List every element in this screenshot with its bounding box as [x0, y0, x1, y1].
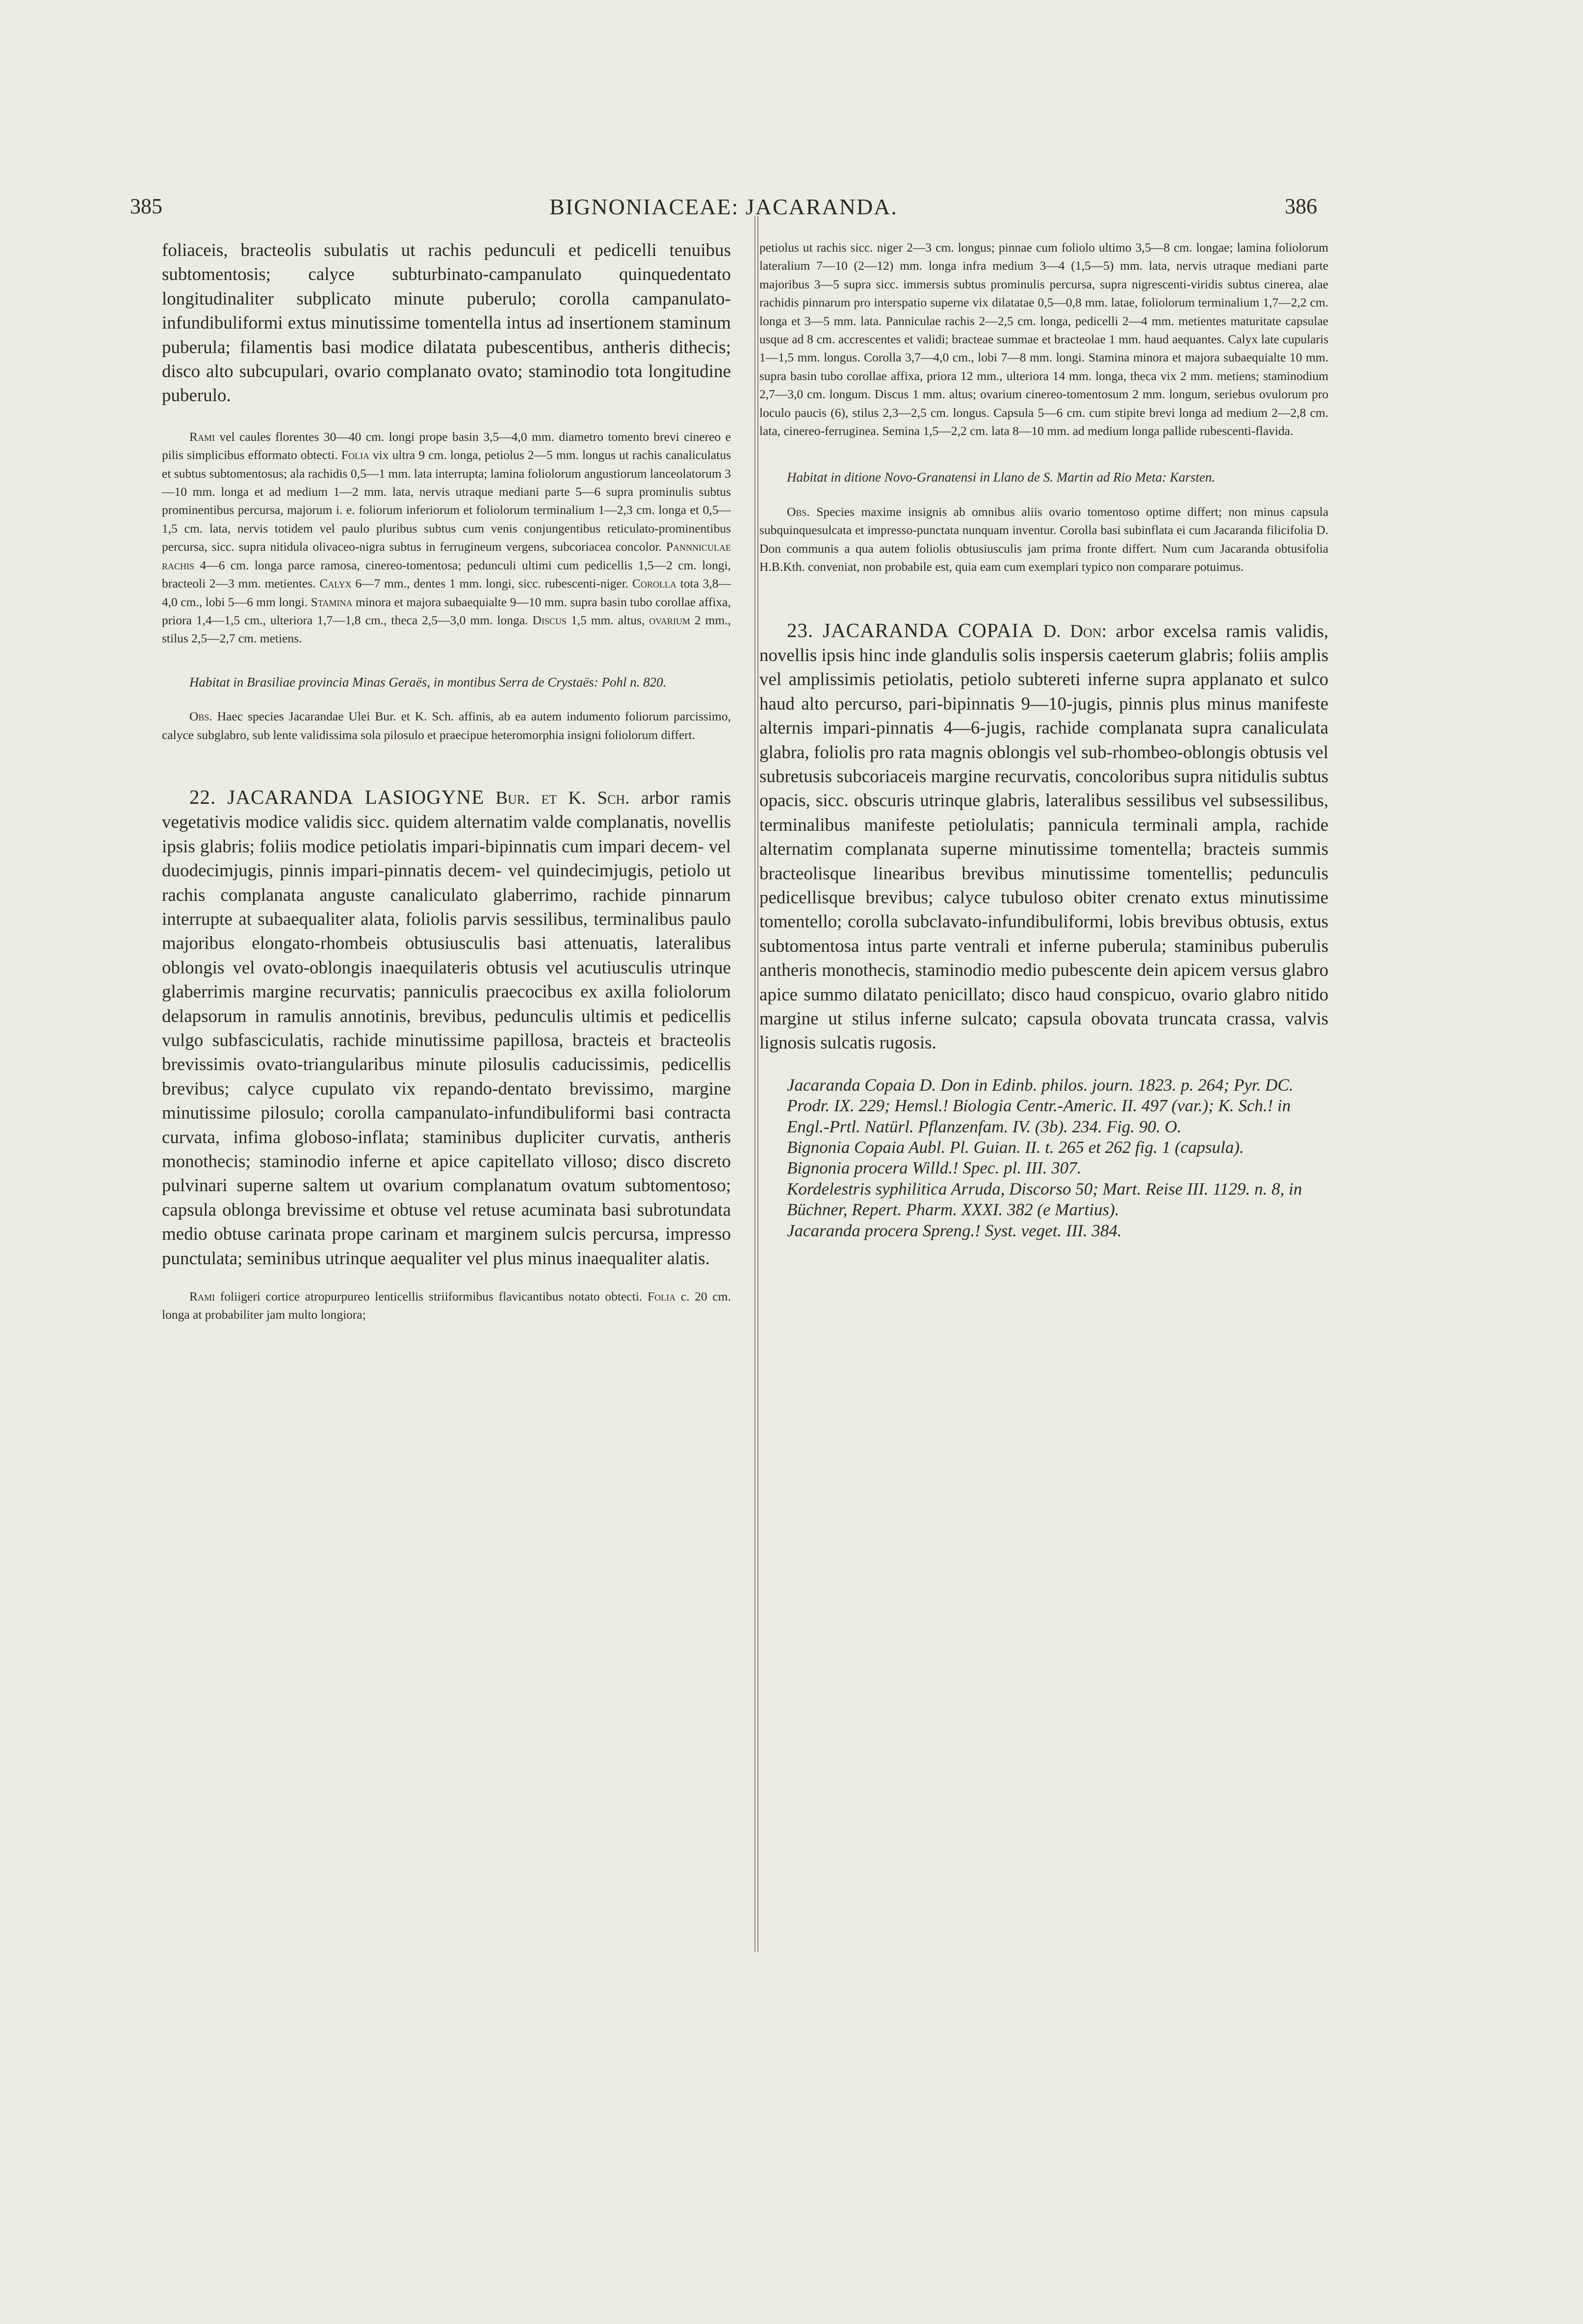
species-23-text: arbor excelsa ramis validis, novellis ipsis hinc inde glandulis solis inspersis caeterum glabris; foliis amplis vel amplissimis petiolatis, petiolo subtereti inferne supra applanato et sulco haud alto percurso, pari-bipinnatis 9—10-jugis, pinnis plus minus manifeste alternis impari-pinnatis 4—6-jugis, rachide complanata supra canaliculata glabra, foliolis pro rata magnis oblongis vel sub-rhombeo-oblongis obtusis vel subretusis subcoriaceis margine recurvatis, concoloribus supra nitidulis subtus opacis, sicc. obscuris utrinque glabris, lateralibus sessilibus vel subsessilibus, terminalibus manifeste petiolulatis; pannicula terminali ampla, rachide alternatim complanata superne minutissime tomentella; bracteis summis bracteolisque linearibus brevibus minutissime tomentellis; pedunculis pedicellisque brevibus; calyce tubuloso obiter crenato extus minutissime tomentello; corolla subclavato-infundibuliformi, lobis brevibus obtusis, extus subtomentosa intus parte ventrali et inferne puberula; staminibus puberulis antheris monothecis, staminodio medio pubescente dein apicem versus glabro apice summo dilatato penicillato; disco haud conspicuo, ovario glabro nitido margine ut stilus inferne sulcato; capsula obovata truncata crassa, valvis lignosis sulcatis rugosis.: [759, 621, 1329, 1053]
reference-item: Bignonia Copaia Aubl. Pl. Guian. II. t. 265 et 262 fig. 1 (capsula).: [787, 1138, 1244, 1157]
text-rami: vel caules florentes 30—40 cm. longi prope basin 3,5—4,0 mm. diametro tomento brevi cinereo e pilis simplicibus efformato obtecti.: [162, 429, 731, 462]
left-column: [162, 238, 731, 1324]
reference-item: Bignonia procera Willd.! Spec. pl. III. 307.: [787, 1158, 1082, 1178]
text-corolla: tota 3,8—4,0 cm., lobi 5—6 mm longi.: [162, 576, 731, 609]
obs-label: Obs.: [189, 709, 212, 724]
label-ovarium: ovarium: [649, 613, 690, 627]
text-stamina: minora et majora subaequialte 9—10 mm. supra basin tubo corollae affixa, priora 1,4—1,5 cm., ulteriora 1,7—1,8 cm., theca 2,5—3,0 mm. longa.: [162, 594, 731, 627]
page-number-left: 385: [130, 194, 162, 218]
text-calyx: 6—7 mm., dentes 1 mm. longi, sicc. rubescenti-niger.: [355, 576, 629, 591]
reference-item: Jacaranda procera Spreng.! Syst. veget. III. 384.: [787, 1221, 1122, 1240]
text-folia-22: c. 20 cm. longa at probabiliter jam multo longiora;: [162, 1289, 731, 1322]
description-block-22-cont: petiolus ut rachis sicc. niger 2—3 cm. longus; pinnae cum foliolo ultimo 3,5—8 cm. longae; lamina foliolorum lateralium 7—10 (2—12) mm. longa infra medium 3—4 (1,5—5) mm. lata, nervis utraque mediani parte majoribus 3—5 supra sicc. immersis subtus prominulis percursa, supra nigrescenti-viridis subtus cinerea, alae rachidis pinnarum pro interspatio superne vix dilatatae 0,5—0,8 mm. latae, foliolorum terminalium 1,7—2,2 cm. longa et 3—5 mm. lata. Panniculae rachis 2—2,5 cm. longa, pedicelli 2—4 mm. metientes maturitate capsulae usque ad 8 cm. accrescentes et validi; bracteae summae et bracteolae 1 mm. haud aequantes. Calyx late cupularis 1—1,5 mm. longus. Corolla 3,7—4,0 cm., lobi 7—8 mm. longi. Stamina minora et majora subaequialte 10 mm. supra basin tubo corollae affixa, priora 12 mm., ulteriora 14 mm. longa, theca vix 2 mm. metiens; staminodium 2,7—3,0 cm. longum. Discus 1 mm. altus; ovarium cinereo-tomentosum 2 mm. longum, seriebus ovulorum pro loculo paucis (6), stilus 2,3—2,5 cm. longus. Capsula 5—6 cm. cum stipite brevi longa ad medium 2—2,8 cm. lata, cinereo-ferruginea. Semina 1,5—2,2 cm. lata 8—10 mm. ad medium longa pallide rubescenti-flavida.: [759, 240, 1328, 438]
label-rami-22: Rami: [189, 1289, 215, 1304]
label-discus: Discus: [532, 613, 567, 627]
page-number-right: 386: [1285, 194, 1317, 218]
text-ovarium: 2 mm., stilus 2,5—2,7 cm. metiens.: [162, 613, 731, 646]
obs-text: Haec species Jacarandae Ulei Bur. et K. Sch. affinis, ab ea autem indumento foliorum parcissimo, calyce subglabro, sub lente validissima sola pilosulo et praecipue heteromorphia insigni foliolorum differt.: [162, 709, 731, 742]
text-rami-22: foliigeri cortice atropurpureo lenticellis striiformibus flavicantibus notato obtecti.: [220, 1289, 643, 1304]
right-column: [759, 238, 1328, 1241]
label-rami: Rami: [189, 429, 215, 444]
obs-label-22: Obs.: [787, 504, 810, 519]
text-panniculae: 4—6 cm. longa parce ramosa, cinereo-tomentosa; pedunculi ultimi cum pedicellis 1,5—2 cm. longi, bracteoli 2—3 mm. metientes.: [162, 558, 731, 591]
description-block-22: [162, 1287, 731, 1324]
label-folia-22: Folia: [647, 1289, 676, 1304]
species-22-name: JACARANDA LASIOGYNE: [227, 785, 485, 808]
species-23-name: JACARANDA COPAIA: [823, 618, 1034, 641]
description-block-21: [162, 428, 731, 648]
label-folia: Folia: [341, 448, 369, 462]
habitat-22: Habitat in ditione Novo-Granatensi in Llano de S. Martin ad Rio Meta: Karsten.: [787, 470, 1215, 485]
label-corolla: Corolla: [632, 576, 676, 591]
synonymy-list: [759, 1075, 1328, 1241]
species-22-number: 22.: [189, 785, 216, 808]
species-23-number: 23.: [787, 618, 814, 641]
running-title: BIGNONIACEAE: JACARANDA.: [549, 194, 898, 219]
species-23-author: D. Don:: [1043, 621, 1107, 641]
column-divider: [754, 216, 758, 1952]
reference-item: Jacaranda Copaia D. Don in Edinb. philos. journ. 1823. p. 264; Pyr. DC. Prodr. IX. 229; Hemsl.! Biologia Centr.-Americ. II. 497 (var.); K. Sch.! in Engl.-Prtl. Natürl. Pflanzenfam. IV. (3b). 234. Fig. 90. O.: [787, 1075, 1294, 1136]
page-header: [130, 194, 1317, 228]
species-22-text: arbor ramis vegetativis modice validis sicc. quidem alternatim valde complanatis, novellis ipsis glabris; foliis modice petiolatis impari-bipinnatis cum impari decem- vel duodecimjugis, pinnis impari-pinnatis decem- vel quindecimjugis, petiolo ut rachis complanata anguste canaliculato glaberrimo, rachide pinnarum interrupte at subaequaliter alata, foliolis parvis sessilibus, terminalibus paulo majoribus elongato-rhombeis obtusiusculis basi attenuatis, lateralibus oblongis vel ovato-oblongis inaequilateris obtusis vel acutiusculis utrinque glaberrimis margine recurvatis; panniculis praecocibus ex axilla foliolorum delapsorum in ramulis annotinis, brevibus, pedunculis ultimis et pedicellis vulgo subfasciculatis, rachide minutissime papillosa, bracteis et bracteolis brevissimis ovato-triangularibus minute pilosulis caducissimis, pedicellis brevibus; calyce cupulato vix repando-dentato brevissimo, margine minutissime pilosulo; corolla campanulato-infundibuliformi basi contracta curvata, infima globoso-inflata; staminibus dupliciter curvatis, antheris monothecis; staminodio inferne et apice capitellato villoso; disco discreto pulvinari superne saltem ut ovarium complanatum ovatum subtomentoso; capsula oblonga brevissime et obtuse vel retuse acuminata basi subrotundata medio obtuse carinata prope carinam et marginem sulcis percursa, impresso punctulata; seminibus utrinque aequaliter vel plus minus inaequaliter alatis.: [162, 788, 731, 1269]
label-panniculae: Pannniculae rachis: [162, 539, 731, 572]
observation-22: [759, 503, 1328, 576]
species-22-author: Bur. et K. Sch.: [495, 788, 630, 808]
species-23-diagnosis: [759, 618, 1328, 1055]
reference-item: Kordelestris syphilitica Arruda, Discorso 50; Mart. Reise III. 1129. n. 8, in Büchner, Repert. Pharm. XXXI. 382 (e Martius).: [787, 1179, 1302, 1220]
text-folia: vix ultra 9 cm. longa, petiolus 2—5 mm. longus ut rachis canaliculatus et subtus subtomentosus; ala rachidis 0,5—1 mm. lata interrupta; lamina foliolorum angustiorum lanceolatorum 3—10 mm. longa et ad medium 1—2 mm. lata, nervis utraque mediani parte 5—6 supra prominulis subtus prominentibus percursa, majorum i. e. foliorum inferiorum et foliolorum terminalium 1—2,3 cm. longa et 0,5—1,5 cm. lata, nervis totidem vel paulo pluribus subtus cum venis conjungentibus reticulato-prominentibus percursa, sicc. supra nitidula olivaceo-nigra subtus in ferrugineum vergens, subcoriacea concolor.: [162, 448, 731, 554]
intro-paragraph: foliaceis, bracteolis subulatis ut rachis pedunculi et pedicelli tenuibus subtomentosis; calyce subturbinato-campanulato quinquedentato longitudinaliter subplicato minute puberulo; corolla campanulato-infundibuliformi extus minutissime tomentella intus ad insertionem staminum puberula; filamentis basi modice dilatata pubescentibus, antheris dithecis; disco alto subcupulari, ovario complanato ovato; staminodio tota longitudine puberulo.: [162, 240, 731, 406]
observation-21: [162, 707, 731, 744]
species-22-diagnosis: [162, 785, 731, 1271]
label-stamina: Stamina: [311, 594, 353, 609]
text-discus: 1,5 mm. altus,: [571, 613, 645, 627]
habitat-21: Habitat in Brasiliae provincia Minas Geraës, in montibus Serra de Crystaës: Pohl n. 820.: [189, 674, 667, 690]
obs-text-22: Species maxime insignis ab omnibus aliis ovario tomentoso optime differt; non minus capsula subquinquesulcata et impresso-punctata nunquam inventur. Corolla basi subinflata ei cum Jacaranda filicifolia D. Don communis a qua autem foliolis obtusiusculis jam prima fronte differt. Num cum Jacaranda obtusifolia H.B.Kth. conveniat, non probabile est, quia eam cum exemplari typico non comparare potuimus.: [759, 504, 1328, 574]
label-calyx: Calyx: [319, 576, 352, 591]
